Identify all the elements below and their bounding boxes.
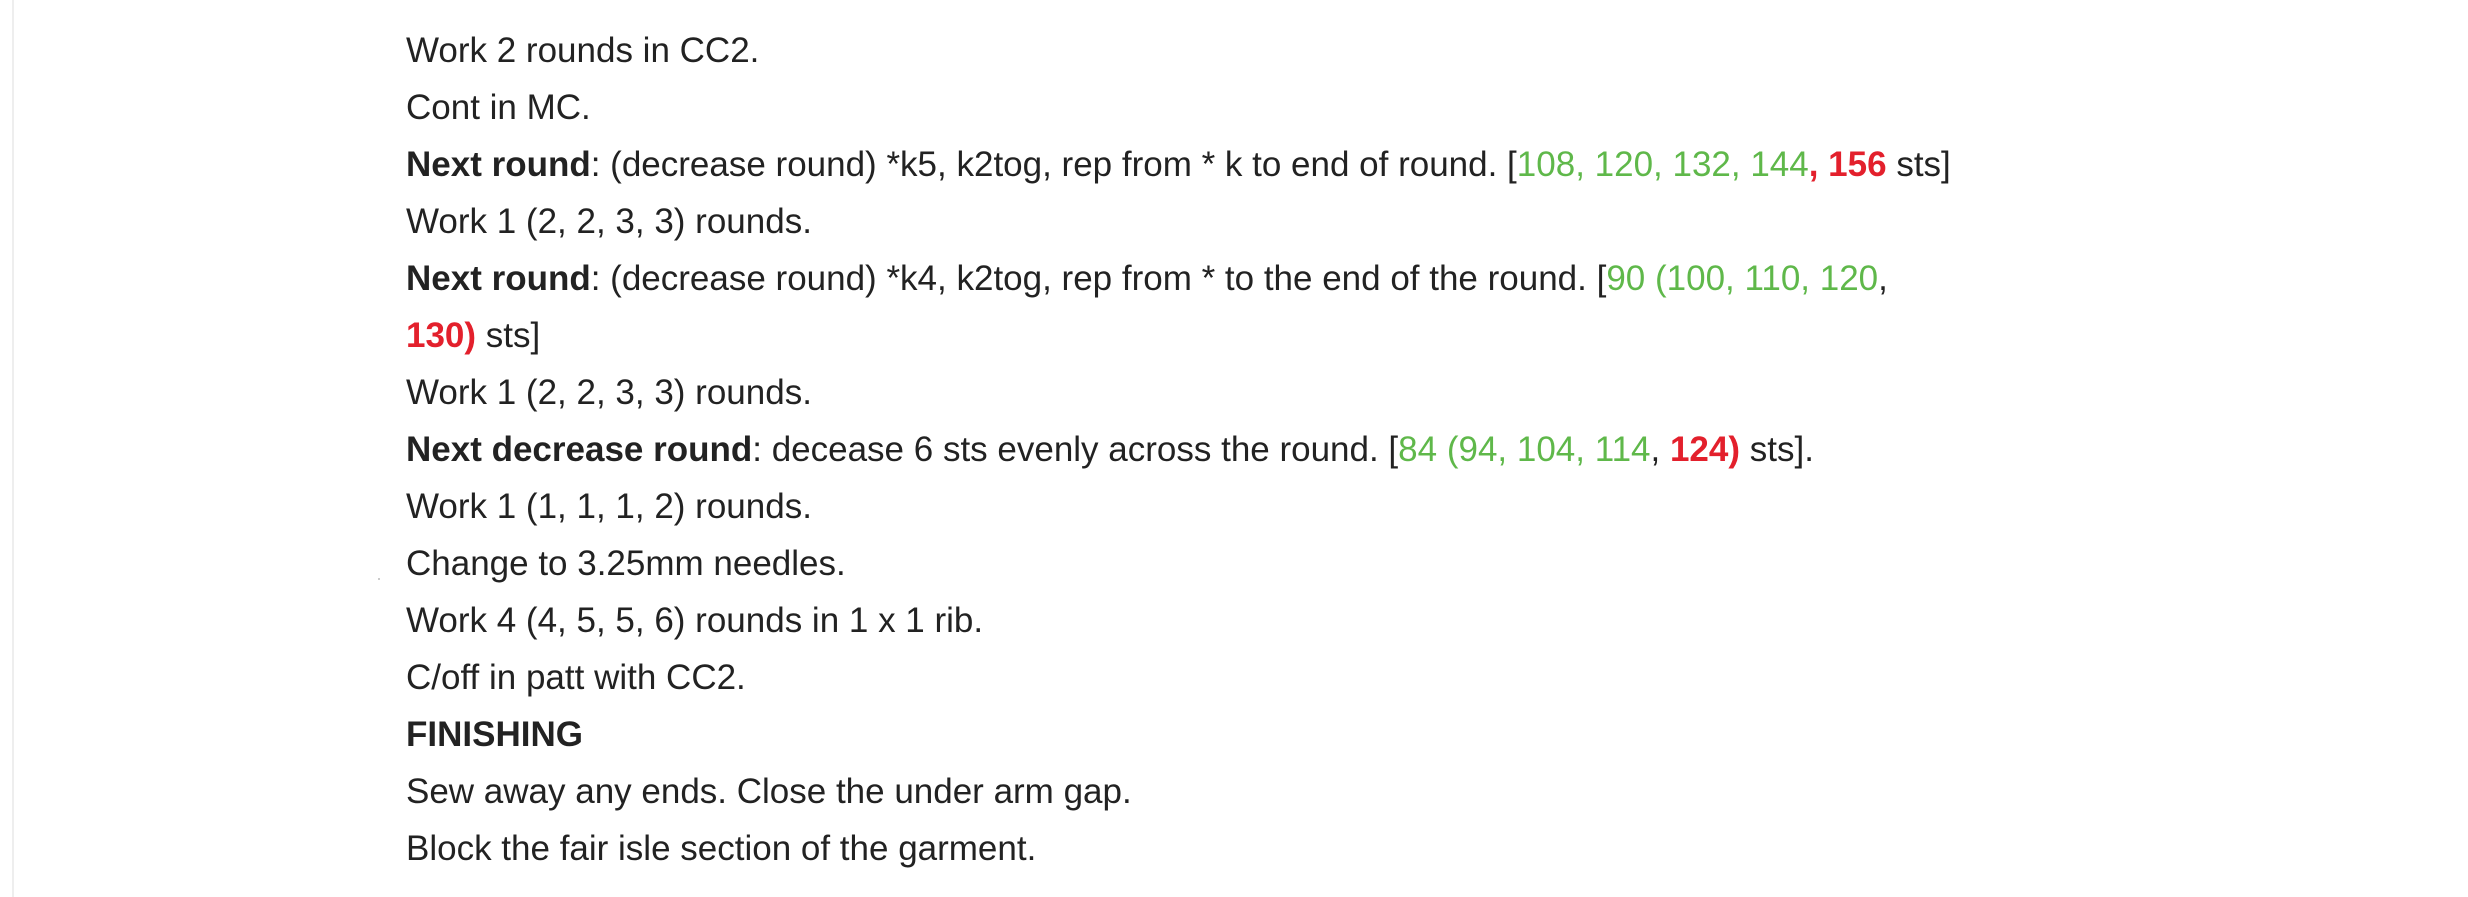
line-text: : decease 6 sts evenly across the round. [ bbox=[752, 430, 1399, 469]
step-heading: Next round bbox=[406, 259, 591, 298]
line-text: Work 2 rounds in CC2. bbox=[406, 31, 760, 70]
step-heading: Next decrease round bbox=[406, 430, 753, 469]
instruction-line-12 bbox=[406, 649, 2406, 706]
instruction-line-4 bbox=[406, 193, 2406, 250]
line-text: Sew away any ends. Close the under arm gap. bbox=[406, 772, 1132, 811]
line-text: Work 1 (2, 2, 3, 3) rounds. bbox=[406, 202, 812, 241]
stitch-count-sizes: 90 (100, 110, 120 bbox=[1606, 259, 1879, 298]
stitch-count-largest: 130) bbox=[406, 316, 477, 355]
instruction-line-8 bbox=[406, 421, 2406, 478]
line-text: : (decrease round) *k5, k2tog, rep from * k to end of round. [ bbox=[590, 145, 1517, 184]
instruction-line-6 bbox=[406, 307, 2406, 364]
line-text: Work 4 (4, 5, 5, 6) rounds in 1 x 1 rib. bbox=[406, 601, 984, 640]
stitch-count-sizes: 84 (94, 104, 114 bbox=[1398, 430, 1651, 469]
instruction-line-9 bbox=[406, 478, 2406, 535]
stitch-count-sizes: 108, 120, 132, 144 bbox=[1516, 145, 1809, 184]
instruction-line-5 bbox=[406, 250, 2406, 307]
step-heading: Next round bbox=[406, 145, 591, 184]
line-text: Block the fair isle section of the garment. bbox=[406, 829, 1037, 868]
line-tail: sts] bbox=[1886, 145, 1951, 184]
instruction-line-7 bbox=[406, 364, 2406, 421]
section-title: FINISHING bbox=[406, 715, 583, 754]
page-edge bbox=[12, 0, 14, 897]
instruction-line-11 bbox=[406, 592, 2406, 649]
line-text: Work 1 (1, 1, 1, 2) rounds. bbox=[406, 487, 812, 526]
line-tail: sts]. bbox=[1740, 430, 1814, 469]
instruction-line-15 bbox=[406, 820, 2406, 877]
instruction-line-10 bbox=[406, 535, 2406, 592]
stitch-count-largest: , 156 bbox=[1808, 145, 1887, 184]
line-tail: , bbox=[1878, 259, 1888, 298]
instruction-line-2 bbox=[406, 79, 2406, 136]
instruction-line-3 bbox=[406, 136, 2406, 193]
section-heading-finishing bbox=[406, 706, 2406, 763]
line-text: Change to 3.25mm needles. bbox=[406, 544, 846, 583]
line-text: : (decrease round) *k4, k2tog, rep from * to the end of the round. [ bbox=[590, 259, 1607, 298]
scan-speck bbox=[378, 578, 380, 580]
line-text: Cont in MC. bbox=[406, 88, 591, 127]
line-text: Work 1 (2, 2, 3, 3) rounds. bbox=[406, 373, 812, 412]
line-tail: sts] bbox=[476, 316, 541, 355]
line-text: C/off in patt with CC2. bbox=[406, 658, 746, 697]
stitch-count-largest: 124) bbox=[1669, 430, 1741, 469]
instruction-line-14 bbox=[406, 763, 2406, 820]
pattern-instructions bbox=[406, 22, 2406, 877]
line-separator: , bbox=[1650, 430, 1670, 469]
instruction-line-1 bbox=[406, 22, 2406, 79]
